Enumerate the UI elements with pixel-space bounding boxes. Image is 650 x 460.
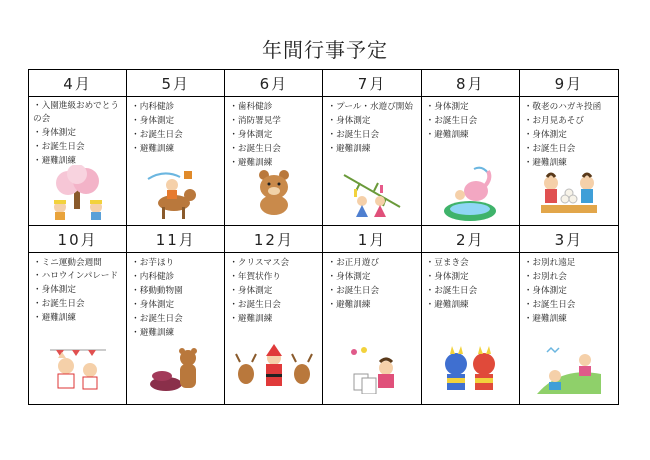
tanabata-dolls-icon (323, 165, 420, 221)
santa-reindeer-icon (225, 344, 322, 400)
event-item: ・お誕生日会 (523, 300, 576, 310)
event-item: ・避難訓練 (523, 158, 567, 168)
event-item: ・避難訓練 (327, 300, 371, 310)
event-item: ・避難訓練 (229, 314, 273, 324)
month-header: 5月 (127, 70, 225, 97)
event-item: ・身体測定 (327, 116, 371, 126)
event-item: ・避難訓練 (229, 158, 273, 168)
event-item: ・お別れ会 (523, 272, 567, 282)
month-events-cell (127, 97, 225, 226)
event-item: ・身体測定 (33, 285, 76, 295)
month-events-cell (29, 253, 127, 404)
event-item: ・入園進級おめでとうの会 (33, 101, 119, 124)
event-item: ・避難訓練 (425, 300, 469, 310)
month-header: 11月 (127, 226, 225, 253)
event-item: ・お誕生日会 (131, 130, 183, 140)
event-item: ・ハロウインパレード (33, 271, 119, 281)
month-header: 7月 (323, 70, 421, 97)
event-item: ・お誕生日会 (327, 286, 380, 296)
month-events-cell (225, 253, 323, 404)
month-events-cell (29, 97, 127, 226)
event-item: ・避難訓練 (33, 313, 76, 323)
month-header: 9月 (520, 70, 618, 97)
event-item: ・消防署見学 (229, 116, 281, 126)
event-item: ・内科健診 (131, 102, 175, 112)
event-item: ・敬老のハガキ投函 (523, 102, 602, 112)
month-header: 10月 (29, 226, 127, 253)
event-item: ・お誕生日会 (327, 130, 380, 140)
oni-demons-icon (422, 344, 519, 400)
event-item: ・お誕生日会 (131, 314, 183, 324)
event-item: ・ミニ運動会週間 (33, 258, 102, 268)
event-item: ・お誕生日会 (33, 299, 85, 309)
month-events-cell (422, 97, 520, 226)
event-item: ・身体測定 (523, 130, 567, 140)
event-item: ・お誕生日会 (33, 142, 85, 152)
sports-race-icon (29, 344, 126, 400)
kid-on-horse-icon (127, 165, 224, 221)
event-item: ・年賀状作り (229, 272, 281, 282)
event-item: ・避難訓練 (425, 130, 469, 140)
event-item: ・内科健診 (131, 272, 175, 282)
event-item: ・身体測定 (229, 286, 273, 296)
event-item: ・お誕生日会 (229, 300, 281, 310)
event-item: ・身体測定 (131, 300, 175, 310)
event-item: ・お正月遊び (327, 258, 380, 268)
new-year-karuta-icon (323, 344, 420, 400)
event-item: ・プール・水遊び開始 (327, 102, 413, 112)
kids-hill-icon (520, 344, 618, 400)
event-item: ・お別れ遠足 (523, 258, 576, 268)
event-item: ・お月見あそび (523, 116, 584, 126)
event-item: ・身体測定 (229, 130, 273, 140)
bear-icon (225, 165, 322, 221)
event-item: ・お芋ほり (131, 258, 175, 268)
month-header: 2月 (422, 226, 520, 253)
page-title: 年間行事予定 (262, 38, 388, 62)
month-header: 8月 (422, 70, 520, 97)
month-events-cell (422, 253, 520, 404)
month-header: 3月 (520, 226, 618, 253)
event-item: ・避難訓練 (523, 314, 567, 324)
month-events-cell (520, 97, 618, 226)
moon-viewing-kids-icon (520, 165, 618, 221)
month-header: 4月 (29, 70, 127, 97)
event-item: ・避難訓練 (33, 156, 76, 166)
event-item: ・避難訓練 (131, 328, 175, 338)
month-header: 12月 (225, 226, 323, 253)
cherry-blossom-children-icon (29, 165, 126, 221)
event-item: ・身体測定 (131, 116, 175, 126)
month-events-cell (323, 97, 421, 226)
event-item: ・お誕生日会 (229, 144, 281, 154)
event-item: ・クリスマス会 (229, 258, 290, 268)
schedule-table (28, 69, 619, 405)
month-events-cell (520, 253, 618, 404)
event-item: ・身体測定 (523, 286, 567, 296)
month-events-cell (127, 253, 225, 404)
event-item: ・身体測定 (327, 272, 371, 282)
event-item: ・歯科健診 (229, 102, 273, 112)
event-item: ・豆まき会 (425, 258, 469, 268)
event-item: ・身体測定 (425, 102, 469, 112)
event-item: ・身体測定 (425, 272, 469, 282)
event-item: ・移動動物園 (131, 286, 183, 296)
event-item: ・お誕生日会 (425, 116, 478, 126)
event-item: ・お誕生日会 (523, 144, 576, 154)
month-events-cell (225, 97, 323, 226)
month-events-cell (323, 253, 421, 404)
event-item: ・避難訓練 (131, 144, 175, 154)
month-header: 6月 (225, 70, 323, 97)
elephant-pool-icon (422, 165, 519, 221)
month-header: 1月 (323, 226, 421, 253)
event-item: ・お誕生日会 (425, 286, 478, 296)
sweet-potato-bear-icon (127, 344, 224, 400)
event-item: ・避難訓練 (327, 144, 371, 154)
event-item: ・身体測定 (33, 128, 76, 138)
